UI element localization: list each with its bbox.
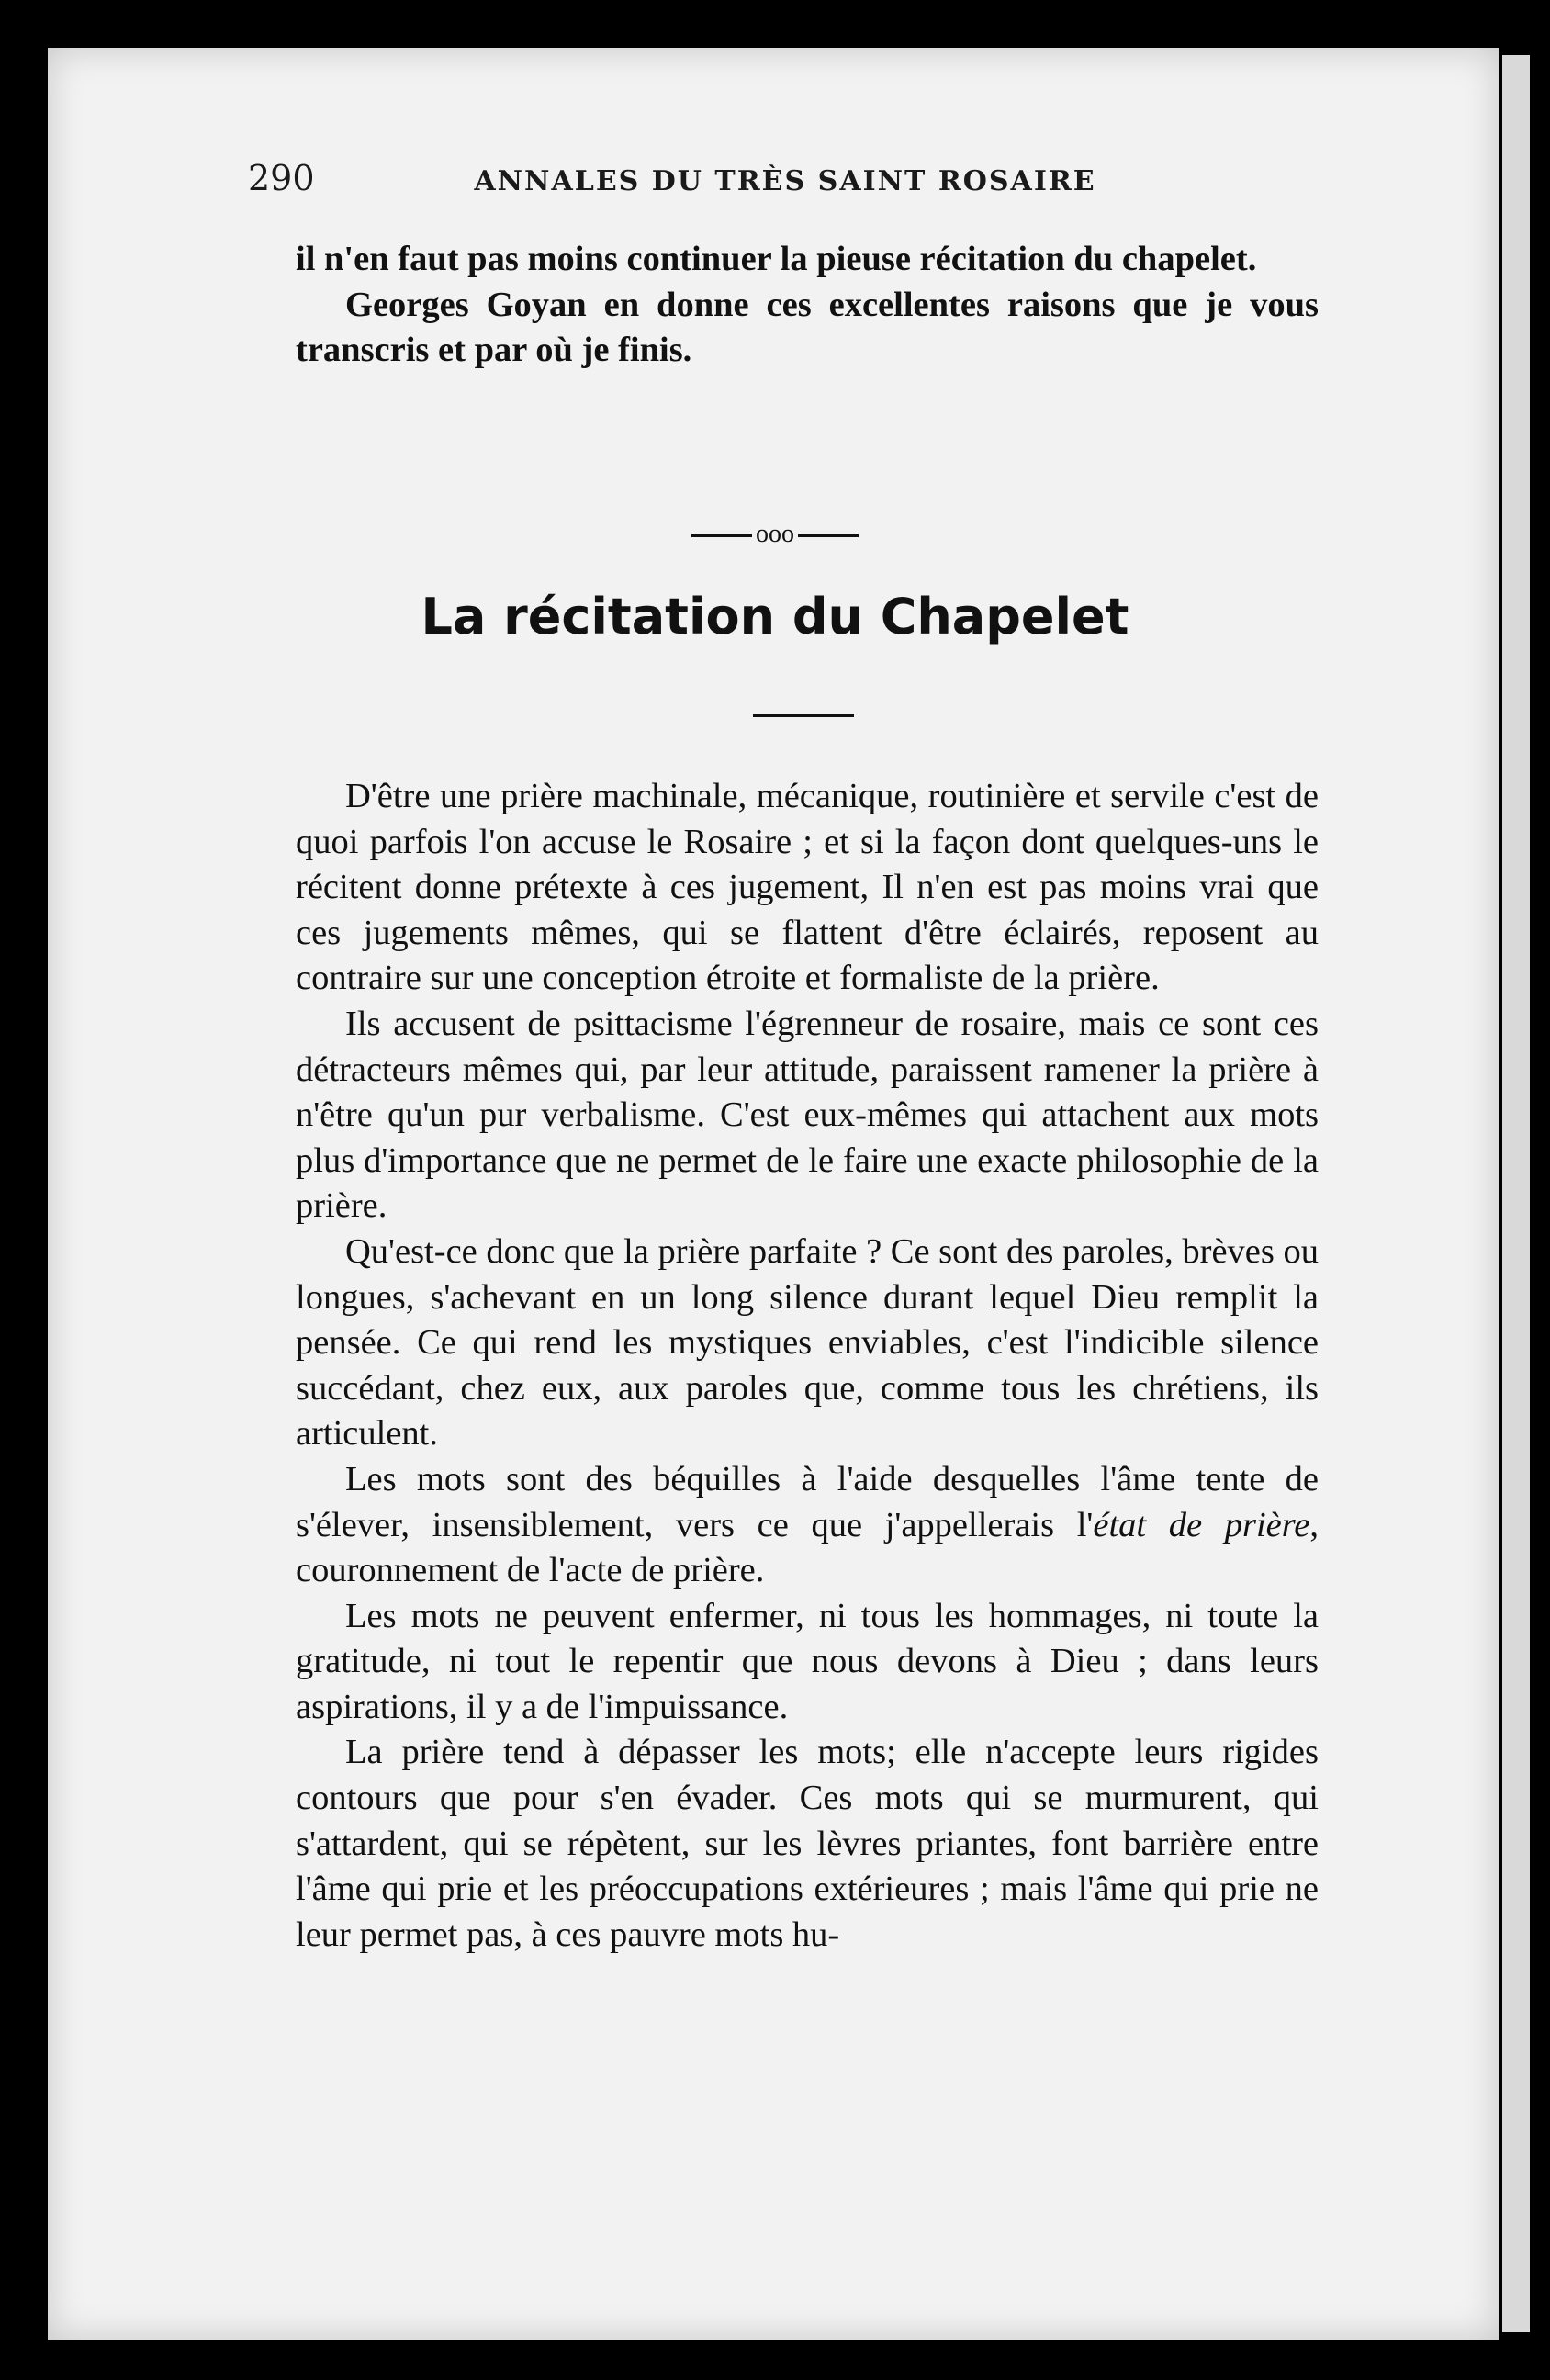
- body-paragraph-5: Les mots ne peuvent enfermer, ni tous les hommages, ni toute la gratitude, ni tout le repentir que nous devons à Dieu ; dans leurs aspirations, il y a de l'impuissance.: [296, 1596, 1319, 1726]
- article-title: La récitation du Chapelet: [421, 588, 1129, 646]
- body-paragraph-3: Qu'est-ce donc que la prière parfaite ? Ce sont des paroles, brèves ou longues, s'achevant en un long silence durant lequel Dieu remplit la pensée. Ce qui rend les mystiques enviables, c'est l'indicible silence succédant, chez eux, aux paroles que, comme tous les chrétiens, ils articulent.: [296, 1231, 1319, 1454]
- body-paragraph-1: D'être une prière machinale, mécanique, routinière et servile c'est de quoi parfois l'on accuse le Rosaire ; et si la façon dont quelques-uns le récitent donne prétexte à ces jugement, Il n'en est pas moins vrai que ces jugements mêmes, qui se flattent d'être éclairés, reposent au contraire sur une conception étroite et formaliste de la prière.: [296, 777, 1319, 998]
- section-separator: [0, 520, 1550, 549]
- page-number: 290: [248, 158, 315, 198]
- adjacent-page-edge: [1502, 55, 1530, 2332]
- separator-dash-left: [691, 534, 752, 537]
- intro-paragraph-1: il n'en faut pas moins continuer la pieuse récitation du chapelet.: [296, 240, 1257, 278]
- body-paragraph-6: La prière tend à dépasser les mots; elle n'accepte leurs rigides contours que pour s'en évader. Ces mots qui se murmurent, qui s'attardent, qui se répètent, sur les lèvres priantes, font barrière entre l'âme qui prie et les préoccupations extérieures ; mais l'âme qui prie ne leur permet pas, à ces pauvre mots hu-: [296, 1733, 1319, 1954]
- intro-text: [296, 237, 1319, 374]
- body-paragraph-4-italic: état de prière: [1093, 1505, 1310, 1544]
- body-paragraph-4-start: Les mots sont des béquilles à l'aide desquelles l'âme tente de s'élever, insensiblement, vers ce que j'appellerais l': [296, 1459, 1319, 1544]
- title-rule: [753, 714, 854, 717]
- separator-dash-right: [798, 534, 859, 537]
- running-head: [248, 152, 1322, 208]
- journal-title: ANNALES DU TRÈS SAINT ROSAIRE: [474, 165, 1096, 197]
- body-paragraph-4-end: , couronnement de l'acte de prière.: [296, 1505, 1320, 1590]
- body-paragraph-4: [296, 1457, 1319, 1594]
- article-body: [296, 774, 1319, 1958]
- intro-paragraph-2: Georges Goyan en donne ces excellentes raisons que je vous transcris et par où je finis.: [296, 285, 1319, 370]
- body-paragraph-2: Ils accusent de psittacisme l'égrenneur de rosaire, mais ce sont ces détracteurs mêmes qui, par leur attitude, paraissent ramener la prière à n'être qu'un pur verbalisme. C'est eux-mêmes qui attachent aux mots plus d'importance que ne permet de le faire une exacte philosophie de la prière.: [296, 1004, 1319, 1226]
- separator-text: ooo: [756, 520, 794, 548]
